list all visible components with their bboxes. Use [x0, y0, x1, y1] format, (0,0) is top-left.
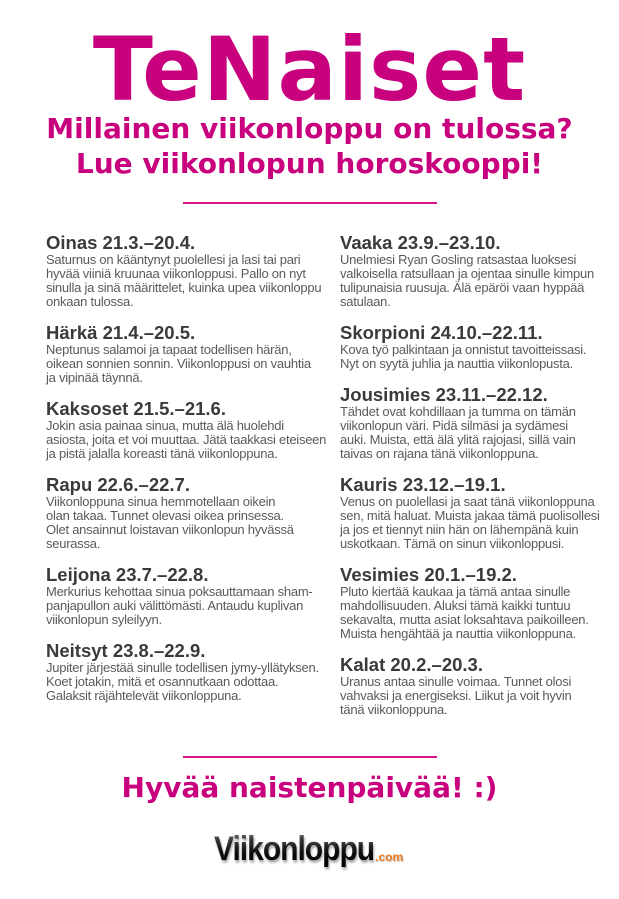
sign-heading: Kaksoset 21.5.–21.6. [46, 398, 226, 419]
sign-text-line: Tähdet ovat kohdillaan ja tumma on tämän [340, 404, 576, 419]
brand-title: TeNaiset [92, 18, 527, 121]
sign-text-line: Jupiter järjestää sinulle todellisen jymy-yllätyksen. [46, 660, 319, 675]
sign-text [340, 343, 615, 371]
sign-text-line: asiosta, joita et voi muuttaa. Jätä taakkasi eteiseen [46, 432, 327, 447]
sign-text-line: Nyt on syytä juhlia ja nauttia viikonlopusta. [340, 356, 573, 371]
sign-text-line: ja pistä jalalla koreasti tänä viikonloppuna. [46, 446, 278, 461]
sign-kaksoset [46, 399, 331, 461]
sign-text-line: Galaksit räjähtelevät viikonloppuna. [46, 688, 242, 703]
sign-skorpioni [340, 323, 615, 371]
sign-text-line: vahvaksi ja energiseksi. Liikut ja voit hyvin [340, 688, 572, 703]
subtitle-question: Millainen viikonloppu on tulossa? [46, 112, 573, 145]
sign-kauris [340, 475, 615, 551]
sign-text-line: Saturnus on kääntynyt puolellesi ja lasi tai pari [46, 252, 301, 267]
sign-text-line: Pluto kiertää kaukaa ja tämä antaa sinulle [340, 584, 571, 599]
sign-text-line: olan takaa. Tunnet olevasi oikea prinsessa. [46, 508, 284, 523]
sign-text-line: auki. Muista, että älä ylitä rajojasi, sillä vain [340, 432, 576, 447]
sign-text-line: Uranus antaa sinulle voimaa. Tunnet olosi [340, 674, 572, 689]
sign-text-line: Jokin asia painaa sinua, mutta älä huolehdi [46, 418, 284, 433]
sign-text-line: Koet jotakin, mitä et osannutkaan odottaa. [46, 674, 279, 689]
sign-text-line: uskotkaan. Tämä on sinun viikonloppusi. [340, 536, 565, 551]
sign-heading: Leijona 23.7.–22.8. [46, 564, 209, 585]
sign-vaaka [340, 233, 615, 309]
sign-text-line: satulaan. [340, 294, 391, 309]
bottom-divider [183, 756, 437, 758]
sign-leijona [46, 565, 331, 627]
sign-text-line: sinulla ja sinä määrittelet, kuinka upea viikonloppu [46, 280, 322, 295]
logo-wordmark: Viikonloppu [214, 830, 375, 868]
sign-text-line: seurassa. [46, 536, 101, 551]
sign-heading: Neitsyt 23.8.–22.9. [46, 640, 206, 661]
top-divider [183, 202, 437, 204]
sign-heading: Vesimies 20.1.–19.2. [340, 564, 517, 585]
sign-heading: Skorpioni 24.10.–22.11. [340, 322, 543, 343]
sign-text-line: mahdollisuuden. Aluksi tämä kaikki tuntuu [340, 598, 571, 613]
sign-text-line: ja jos et tiennyt niin hän on lähempänä kuin [340, 522, 579, 537]
sign-text [340, 405, 615, 461]
sign-heading: Kalat 20.2.–20.3. [340, 654, 483, 675]
sign-text-line: panjapullon auki välittömästi. Antaudu kuplivan [46, 598, 304, 613]
sign-heading: Jousimies 23.11.–22.12. [340, 384, 548, 405]
sign-text [46, 585, 331, 627]
sign-text-line: Muista hengähtää ja nauttia viikonloppuna. [340, 626, 576, 641]
sign-jousimies [340, 385, 615, 461]
sign-text-line: taivas on rajana tänä viikonloppuna. [340, 446, 539, 461]
sign-text-line: viikonlopun väri. Pidä silmäsi ja sydämesi [340, 418, 568, 433]
sign-text [46, 495, 331, 551]
sign-text-line: Kova työ palkintaan ja onnistut tavoitteissasi. [340, 342, 587, 357]
sign-text-line: Olet ansainnut loistavan viikonlopun hyvässä [46, 522, 294, 537]
sign-text-line: Neptunus salamoi ja tapaat todellisen härän, [46, 342, 292, 357]
horoscope-column-right [340, 233, 615, 731]
sign-text [340, 675, 615, 717]
sign-rapu [46, 475, 331, 551]
sign-text-line: ja vipinää täynnä. [46, 370, 143, 385]
sign-text-line: valkoisella ratsullaan ja ojentaa sinulle kimpun [340, 266, 594, 281]
sign-text-line: tänä viikonloppuna. [340, 702, 448, 717]
sign-text-line: onkaan tulossa. [46, 294, 134, 309]
viikonloppu-logo[interactable] [214, 828, 403, 868]
sign-kalat [340, 655, 615, 717]
sign-text-line: Merkurius kehottaa sinua poksauttamaan sham- [46, 584, 313, 599]
sign-vesimies [340, 565, 615, 641]
sign-heading: Vaaka 23.9.–23.10. [340, 232, 501, 253]
sign-text-line: Unelmiesi Ryan Gosling ratsastaa luoksesi [340, 252, 577, 267]
sign-heading: Oinas 21.3.–20.4. [46, 232, 196, 253]
sign-heading: Rapu 22.6.–22.7. [46, 474, 190, 495]
sign-text [340, 495, 615, 551]
sign-text-line: tulipunaisia ruusuja. Älä epäröi vaan hyppää [340, 280, 585, 295]
sign-text-line: hyvää viiniä kruunaa viikonloppusi. Pallo on nyt [46, 266, 306, 281]
sign-heading: Kauris 23.12.–19.1. [340, 474, 506, 495]
greeting-text: Hyvää naistenpäivää! :) [121, 771, 498, 804]
sign-text-line: Viikonloppuna sinua hemmotellaan oikein [46, 494, 276, 509]
sign-text [46, 253, 331, 309]
sign-heading: Härkä 21.4.–20.5. [46, 322, 196, 343]
sign-text [340, 253, 615, 309]
sign-text-line: sen, mitä haluat. Muista jakaa tämä puolisollesi [340, 508, 600, 523]
sign-text [46, 419, 331, 461]
sign-text [46, 661, 331, 703]
horoscope-column-left [46, 233, 331, 717]
sign-neitsyt [46, 641, 331, 703]
logo-domain-suffix: .com [375, 850, 404, 864]
sign-harka [46, 323, 331, 385]
sign-text-line: sekavalta, mutta asiat loksahtava paikoilleen. [340, 612, 589, 627]
sign-text-line: Venus on puolellasi ja saat tänä viikonloppuna [340, 494, 595, 509]
sign-text-line: oikean sonnien sonnin. Viikonloppusi on vauhtia [46, 356, 311, 371]
sign-oinas [46, 233, 331, 309]
sign-text-line: viikonlopun syleilyyn. [46, 612, 162, 627]
subtitle-call-to-action: Lue viikonlopun horoskooppi! [75, 147, 544, 180]
sign-text [340, 585, 615, 641]
sign-text [46, 343, 331, 385]
